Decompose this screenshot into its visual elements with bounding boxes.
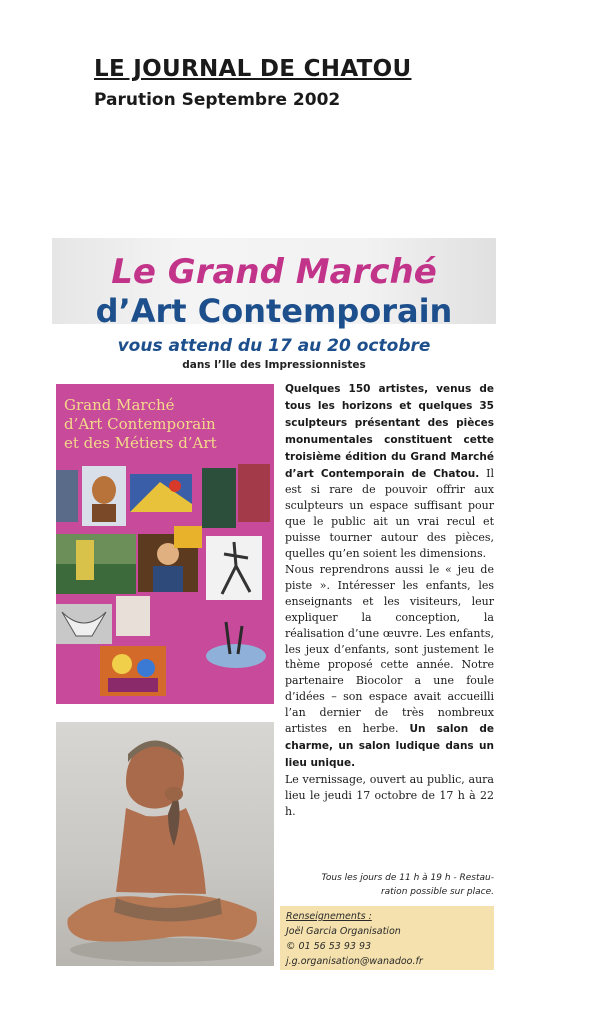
poster-title-line: d’Art Contemporain (64, 415, 216, 433)
article-body (285, 381, 494, 819)
article-paragraph (285, 562, 494, 772)
newspaper-clipping (52, 238, 496, 972)
event-poster-image (56, 384, 274, 704)
artwork-tile (56, 470, 78, 522)
poster-title-line: Grand Marché (64, 396, 175, 414)
artwork-tile (116, 596, 150, 636)
poster-title-line: et des Métiers d’Art (64, 434, 217, 452)
masked-figure-art (82, 466, 126, 526)
artwork-tile (202, 468, 236, 528)
opening-hours-line: ration possible sur place. (380, 887, 494, 897)
dancing-couple-art (196, 616, 268, 672)
artwork-tile (206, 536, 262, 600)
event-location: dans l’Ile des Impressionnistes (182, 359, 366, 371)
article-lead-bold: Quelques 150 artistes, venus de tous les horizons et quelques 35 sculpteurs présentant des pièces monumentales constituent cette troisième édition du Grand Marché d’art Contemporain de Chatou. (285, 383, 494, 480)
parution-date: Parution Septembre 2002 (94, 90, 341, 110)
abstract-painting-art (130, 474, 192, 512)
article-highlight-bold: Un salon de charme, un salon ludique dans un lieu unique. (285, 723, 494, 769)
artwork-tile (196, 616, 268, 672)
colorful-figure-art (100, 646, 166, 696)
article-title-line2: d’Art Contemporain (95, 292, 453, 330)
contact-organiser: Joël Garcia Organisation (286, 926, 401, 937)
green-painting-art (56, 534, 136, 594)
contact-label: Renseignements : (286, 911, 372, 922)
artwork-tile (174, 526, 202, 548)
seated-woman-sculpture-image (56, 722, 274, 966)
article-paragraph (285, 381, 494, 562)
article-body-text: Nous reprendrons aussi le « jeu de piste ». Intéresser les enfants, les enseignants et les visiteurs, leur expliquer la conception, la réalisation d’une œuvre. Les enfants, les jeux d’enfants, sont justement le thème proposé cette année. Notre partenaire Biocolor a une foule d’idées – son espace avait accueilli l’an dernier de très nombreux artistes en herbe. (285, 562, 494, 736)
contact-phone: © 01 56 53 93 93 (286, 941, 372, 952)
artwork-tile (56, 604, 112, 644)
article-paragraph: Le vernissage, ouvert au public, aura lieu le jeudi 17 octobre de 17 h à 22 h. (285, 772, 494, 818)
artwork-tile (100, 646, 166, 696)
article-lead-text: Il est si rare de pouvoir offrir aux sculpteurs un espace suffisant pour que le public ait un vrai recul et puisse tourner autour des pièces, quelles qu’en soient les dimensions. (285, 466, 494, 561)
poster-title (64, 396, 270, 453)
journal-title: LE JOURNAL DE CHATOU (94, 56, 412, 82)
torso-sculpture-art (56, 604, 112, 644)
article-title-line1: Le Grand Marché (111, 252, 437, 292)
artwork-tile (238, 464, 270, 522)
opening-hours (285, 871, 494, 899)
contact-email: j.g.organisation@wanadoo.fr (286, 956, 423, 967)
contact-box (280, 906, 494, 970)
dancer-sculpture-art (206, 536, 262, 600)
artwork-tile (130, 474, 192, 512)
artwork-tile (56, 534, 136, 594)
sculpture-figure (56, 722, 274, 966)
artwork-tile (82, 466, 126, 526)
opening-hours-line: Tous les jours de 11 h à 19 h - Restau- (321, 873, 494, 883)
event-dates: vous attend du 17 au 20 octobre (117, 336, 431, 356)
